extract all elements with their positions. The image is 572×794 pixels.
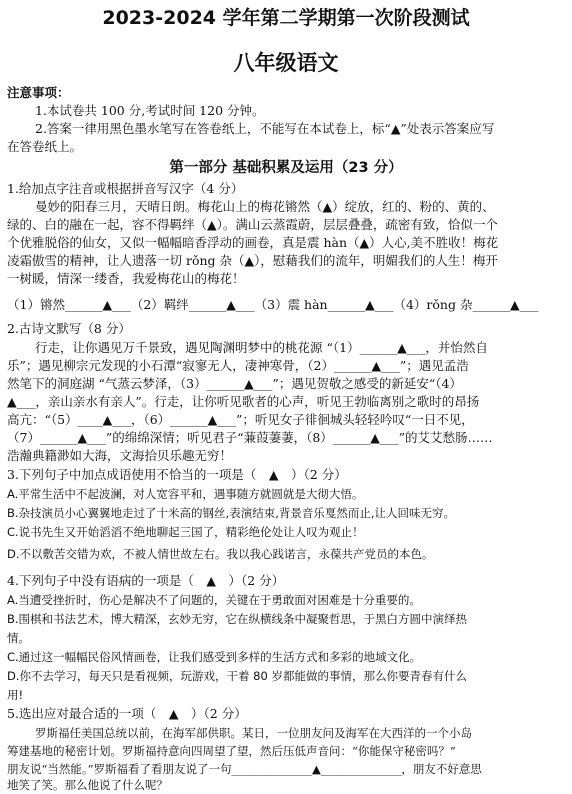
section-1-title: 第一部分 基础积累及运用（23 分） (169, 160, 403, 176)
q4-stem: 4.下列句子中没有语病的一项是（ ▲ ）（2 分） (7, 573, 285, 588)
notice-line-2a: 2.答案一律用黑色墨水笔写在答卷纸上，不能写在本试卷上，标“▲”处表示答案应写 (35, 121, 495, 136)
q3-stem: 3.下列句子中加点成语使用不恰当的一项是（ ▲ ）（2 分） (7, 467, 347, 482)
q4-option-b: B.围棋和书法艺术，博大精深，玄妙无穷，它在纵横线条中凝聚哲思，于黑白方圆中演绎热 (7, 612, 468, 626)
q5-line: 罗斯福任美国总统以前，在海军部供职。某日，一位朋友问及海军在大西洋的一个小岛 (35, 726, 472, 740)
q1-stem: 1.给加点字注音或根据拼音写汉字（4 分） (7, 181, 244, 196)
q4-option-b-cont: 情。 (7, 631, 30, 645)
q1-line: 凌霜傲雪的精神，让人遗落一切 rǒng 杂（▲），慰藉我们的流年，明媚我们的人生！梅开 (7, 253, 498, 268)
q2-line: 浩瀚典籍渺如大海，文海拾贝乐趣无穷！ (7, 448, 233, 463)
q1-line: 一树暖，情深一缕香，我爱梅花山的梅花！ (7, 271, 245, 286)
q3-option-c: C.说书先生又开始滔滔不绝地聊起三国了，精彩绝伦处让人叹为观止！ (7, 525, 364, 539)
q4-option-a: A.当遭受挫折时，伤心是解决不了问题的，关键在于勇敢面对困难是十分重要的。 (7, 593, 421, 607)
notice-line-1: 1.本试卷共 100 分,考试时间 120 分钟。 (35, 103, 265, 118)
q4-option-c: C.通过这一幅幅民俗风情画卷，让我们感受到多样的生活方式和多彩的地域文化。 (7, 650, 422, 664)
q5-line: 地笑了笑。那么他说了什么呢？ (7, 778, 168, 792)
exam-title: 2023-2024 学年第二学期第一次阶段测试 (102, 7, 470, 29)
q3-option-b: B.杂技演员小心翼翼地走过了十米高的钢丝,表演结束,背景音乐戛然而止,让人回味无穷。 (7, 506, 456, 520)
q3-option-d: D.不以敷苦交错为欢，不被人情世故左右。我以我心践诺言，永葆共产党员的本色。 (7, 547, 434, 561)
notice-line-2b: 在答卷纸上。 (7, 139, 83, 154)
notice-heading: 注意事项： (7, 85, 70, 100)
q4-option-d-cont: 用! (7, 688, 24, 702)
q1-line: 曼妙的阳春三月，天晴日朗。梅花山上的梅花锵然（▲）绽放，红的、粉的、黄的、 (35, 199, 495, 214)
q5-line: 朋友说“当然能。”罗斯福看了看朋友说了一句______________▲______________，朋友不好意思 (7, 762, 482, 776)
q2-line: 行走，让你遇见万千景致，遇见陶渊明梦中的桃花源 “（1）______▲___，并怡然自 (35, 340, 488, 355)
q2-line: ▲___，亲山亲水有亲人”。行走，让你听见歌者的心声，听见王勃临离别之歌时的昂扬 (7, 394, 480, 409)
q2-line: （7）______▲___”的绵绵深情；听见君子“蒹葭萋萋，（8）______▲___”的艾艾愁肠…… (7, 430, 493, 445)
q5-line: 筹建基地的秘密计划。罗斯福持意向四周望了望，然后压低声音问：“你能保守秘密吗？” (7, 744, 456, 758)
q2-stem: 2.古诗文默写（8 分） (7, 321, 131, 336)
q2-line: 然笔下的洞庭湖 “气蒸云梦泽，（3）______▲___”；遇见贺敬之感受的新延安“（4） (7, 376, 462, 391)
q2-line: 乐”；遇见柳宗元发现的小石潭“寂寥无人，凄神寒骨，（2）______▲___”；遇见孟浩 (7, 358, 469, 373)
q1-line: 绿的、白的融在一起，容不得羁绊（▲）。满山云蒸霞蔚，层层叠叠，疏密有致，恰似一个 (7, 217, 498, 232)
exam-subtitle: 八年级语文 (233, 51, 339, 75)
q4-option-d: D.你不去学习，每天只是看视频，玩游戏，干着 80 岁都能做的事情，那么你要青春有什么 (7, 669, 467, 683)
q5-stem: 5.选出应对最合适的一项（ ▲ ）（2 分） (7, 706, 247, 721)
q2-line: 高亢：“（5）____▲___，（6）______▲___”；听见女子徘徊城头轻轻吟叹“一日不见， (7, 412, 474, 427)
q1-answer-blanks: （1）锵然______▲___（2）羁绊______▲___（3）震 hàn______▲___（4）rǒng 杂______▲___ (7, 297, 539, 312)
q3-option-a: A.平常生活中不起波澜，对人宽容平和，遇事随方就圆就是大彻大悟。 (7, 487, 364, 501)
q1-line: 个优雅脱俗的仙女，又似一幅幅暗香浮动的画卷，真是震 hàn（▲）人心,美不胜收！梅花 (7, 235, 499, 250)
